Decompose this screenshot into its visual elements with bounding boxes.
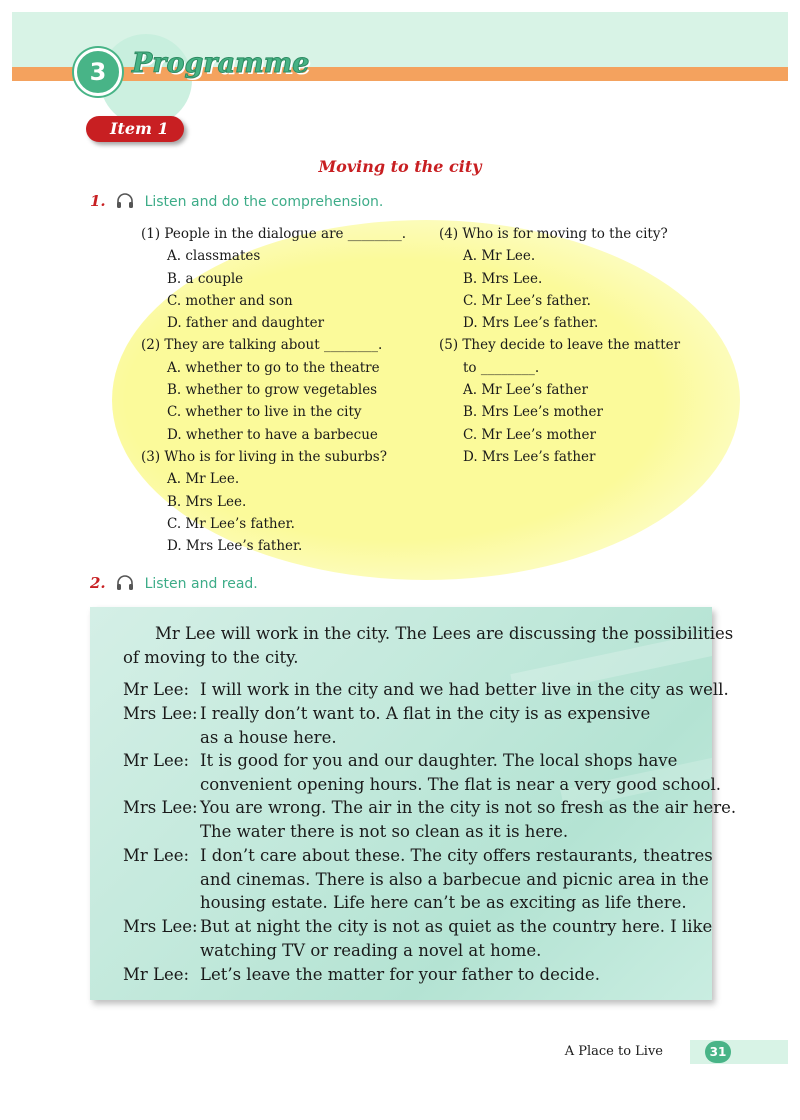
dialogue-line: as a house here. [200,728,337,747]
section-number-badge: 3 [74,48,122,96]
chapter-title: A Place to Live [564,1044,663,1059]
option: C. mother and son [167,292,293,309]
option: D. Mrs Lee’s father. [167,538,303,555]
dialogue-line: I will work in the city and we had better live in the city as well. [200,680,729,699]
option: C. Mr Lee’s mother [463,426,596,443]
question-1: (1) People in the dialogue are ________. [141,226,407,242]
option: A. Mr Lee’s father [463,382,588,399]
task-2 [90,574,258,592]
task-1-instruction: Listen and do the comprehension. [144,194,384,210]
option: B. whether to grow vegetables [167,382,378,399]
question-4: (4) Who is for moving to the city? [439,226,668,242]
question-3: (3) Who is for living in the suburbs? [141,448,387,465]
question-2: (2) They are talking about ________. [141,337,383,354]
dialogue-line: I don’t care about these. The city offers restaurants, theatres [200,846,713,865]
option: B. a couple [167,270,244,287]
dialogue-line: Let’s leave the matter for your father to decide. [200,965,600,984]
speaker: Mrs Lee: [123,917,198,936]
option: C. whether to live in the city [167,404,362,421]
option: C. Mr Lee’s father. [167,515,295,532]
task-2-number: 2. [90,574,106,592]
option: D. whether to have a barbecue [167,426,378,443]
section-title: Programme [132,48,310,79]
option: B. Mrs Lee’s mother [463,404,603,421]
question-5: (5) They decide to leave the matter [439,337,681,354]
speaker: Mrs Lee: [123,798,198,817]
intro-line: of moving to the city. [123,648,299,667]
option: D. Mrs Lee’s father. [463,315,599,332]
task-1 [90,192,383,210]
item-label: Item 1 [110,119,169,138]
question-5-cont: to ________. [463,359,540,376]
option: B. Mrs Lee. [463,270,543,287]
headphones-icon[interactable] [116,193,134,209]
dialogue-line: watching TV or reading a novel at home. [200,941,542,960]
questions-right [439,223,680,468]
dialogue-line: The water there is not so clean as it is here. [200,822,569,841]
dialogue-line: You are wrong. The air in the city is not so fresh as the air here. [200,798,737,817]
page-number: 31 [705,1041,731,1063]
header-orange-bar [12,67,788,81]
dialogue-line: But at night the city is not as quiet as the country here. I like [200,917,713,936]
lesson-heading: Moving to the city [318,157,482,176]
dialogue-line: I really don’t want to. A flat in the city is as expensive [200,704,651,723]
task-2-instruction: Listen and read. [144,576,258,592]
option: A. whether to go to the theatre [167,359,380,376]
dialogue-line: It is good for you and our daughter. The local shops have [200,751,678,770]
option: A. Mr Lee. [167,471,240,488]
dialogue-line: convenient opening hours. The flat is near a very good school. [200,775,721,794]
headphones-icon[interactable] [116,575,134,591]
option: C. Mr Lee’s father. [463,292,591,309]
task-1-number: 1. [90,192,106,210]
option: D. father and daughter [167,315,325,332]
questions-left [141,223,406,557]
speaker: Mr Lee: [123,680,190,699]
speaker: Mr Lee: [123,751,190,770]
intro-line: Mr Lee will work in the city. The Lees are discussing the possibilities [155,624,734,643]
dialogue-line: and cinemas. There is also a barbecue and picnic area in the [200,870,709,889]
option: B. Mrs Lee. [167,493,247,510]
option: A. Mr Lee. [463,248,536,265]
option: A. classmates [167,248,261,265]
speaker: Mr Lee: [123,846,190,865]
speaker: Mr Lee: [123,965,190,984]
speaker: Mrs Lee: [123,704,198,723]
option: D. Mrs Lee’s father [463,448,596,465]
dialogue-line: housing estate. Life here can’t be as exciting as life there. [200,893,687,912]
